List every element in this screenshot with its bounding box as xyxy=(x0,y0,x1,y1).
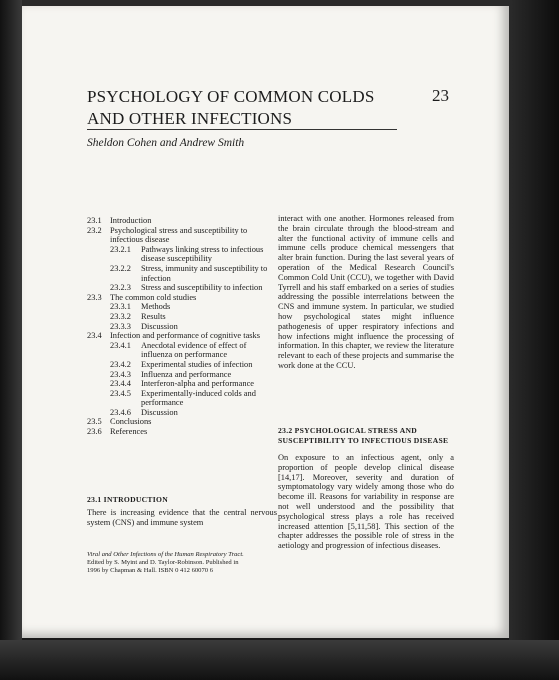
toc-entry-number: 23.6 xyxy=(87,427,102,437)
toc-entry xyxy=(87,370,272,380)
chapter-title-line-1: PSYCHOLOGY OF COMMON COLDS xyxy=(87,87,375,106)
toc-entry-number: 23.4 xyxy=(87,331,102,341)
scan-border-left xyxy=(0,0,22,680)
toc-entry-number: 23.2 xyxy=(87,225,102,235)
toc-entry-number: 23.3.2 xyxy=(110,311,131,321)
toc-entry-title: Discussion xyxy=(141,321,178,331)
toc-entry-title: The common cold studies xyxy=(110,292,197,302)
toc-entry xyxy=(87,341,272,360)
toc-entry xyxy=(87,293,272,303)
book-page xyxy=(22,6,509,638)
stress-section-text: On exposure to an infectious agent, only a proportion of people develop clinical disease [14,17]. Moreover, severity and duration of symptomatology vary widely among those who do become ill. Reasons for variability in response are not well understood and the possibility that psychological stress plays a role has received increased attention [5,11,58]. This section of the chapter addresses the possible role of stress in the aetiology and progression of infectious diseases. xyxy=(278,453,454,551)
toc-entry xyxy=(87,322,272,332)
title-rule xyxy=(87,129,397,130)
toc-entry-number: 23.3.3 xyxy=(110,321,131,331)
toc-entry xyxy=(87,216,272,226)
publication-footnote xyxy=(87,551,277,575)
toc-entry xyxy=(87,379,272,389)
toc-entry-title: Anecdotal evidence of effect of influenza on performance xyxy=(141,340,247,360)
section-heading-stress-line-2: SUSCEPTIBILITY TO INFECTIOUS DISEASE xyxy=(278,436,449,445)
toc-entry-title: Discussion xyxy=(141,407,178,417)
chapter-title-line-2: AND OTHER INFECTIONS xyxy=(87,109,293,128)
section-heading-stress-line-1: 23.2 PSYCHOLOGICAL STRESS AND xyxy=(278,426,418,435)
toc-entry xyxy=(87,331,272,341)
toc-entry-number: 23.4.4 xyxy=(110,379,131,389)
scan-border-right xyxy=(509,0,559,680)
introduction-text-right: interact with one another. Hormones released from the brain circulate through the blood-stream and alter the functional activity of immune cells and immune cells produce chemical messengers that alter brain function. During the last several years of operation of the Medical Research Council's Common Cold Unit (CCU), we together with David Tyrrell and his staff embarked on a series of studies addressing the possible interrelations between the CNS and immune system. In particular, we studied how psychological states might influence pathogenesis of upper respiratory infections and how infections might influence the processing of information. In this chapter, we review the literature relevant to each of these projects and summarise the work done at the CCU. xyxy=(278,214,454,370)
toc-entry-title: Experimental studies of infection xyxy=(141,359,253,369)
toc-entry xyxy=(87,389,272,408)
toc-entry-number: 23.2.1 xyxy=(110,244,131,254)
toc-entry-title: Stress, immunity and susceptibility to infection xyxy=(141,263,268,283)
toc-entry-number: 23.5 xyxy=(87,417,102,427)
toc-entry-number: 23.4.3 xyxy=(110,369,131,379)
toc-entry xyxy=(87,408,272,418)
toc-entry xyxy=(87,312,272,322)
toc-entry-number: 23.2.3 xyxy=(110,283,131,293)
section-heading-stress xyxy=(278,426,458,446)
toc-entry-number: 23.4.5 xyxy=(110,388,131,398)
chapter-authors: Sheldon Cohen and Andrew Smith xyxy=(87,137,245,149)
toc-entry-title: References xyxy=(110,427,148,437)
toc-entry-number: 23.3 xyxy=(87,292,102,302)
toc-entry xyxy=(87,302,272,312)
footnote-line-2: Edited by S. Myint and D. Taylor-Robinson. Published in xyxy=(87,559,239,566)
section-heading-introduction: 23.1 INTRODUCTION xyxy=(87,495,169,504)
toc-entry xyxy=(87,427,272,437)
introduction-text-left: There is increasing evidence that the central nervous system (CNS) and immune system xyxy=(87,508,277,527)
toc-entry-title: Pathways linking stress to infectious disease susceptibility xyxy=(141,244,264,264)
toc-entry-title: Experimentally-induced colds and performance xyxy=(141,388,256,408)
toc-entry-number: 23.4.2 xyxy=(110,359,131,369)
toc-entry xyxy=(87,283,272,293)
toc-entry-title: Conclusions xyxy=(110,417,152,427)
toc-entry-number: 23.4.1 xyxy=(110,340,131,350)
toc-entry xyxy=(87,264,272,283)
toc-entry xyxy=(87,360,272,370)
toc-entry-title: Results xyxy=(141,311,166,321)
scan-border-bottom xyxy=(0,640,559,680)
toc-entry xyxy=(87,245,272,264)
toc-entry-title: Infection and performance of cognitive tasks xyxy=(110,331,260,341)
toc-entry-title: Stress and susceptibility to infection xyxy=(141,283,263,293)
table-of-contents xyxy=(87,216,272,437)
chapter-title xyxy=(87,86,407,130)
toc-entry-title: Psychological stress and susceptibility to infectious disease xyxy=(110,225,248,245)
footnote-line-3: 1996 by Chapman & Hall. ISBN 0 412 60070 6 xyxy=(87,567,214,574)
toc-entry xyxy=(87,417,272,427)
toc-entry-title: Introduction xyxy=(110,216,152,225)
toc-entry-number: 23.1 xyxy=(87,216,102,225)
toc-entry-number: 23.4.6 xyxy=(110,407,131,417)
toc-entry-number: 23.3.1 xyxy=(110,302,131,312)
toc-entry xyxy=(87,226,272,245)
page-number: 23 xyxy=(432,86,449,105)
toc-entry-number: 23.2.2 xyxy=(110,263,131,273)
toc-entry-title: Interferon-alpha and performance xyxy=(141,379,254,389)
toc-entry-title: Methods xyxy=(141,302,171,312)
toc-entry-title: Influenza and performance xyxy=(141,369,232,379)
footnote-line-1: Viral and Other Infections of the Human Respiratory Tract. xyxy=(87,551,244,558)
